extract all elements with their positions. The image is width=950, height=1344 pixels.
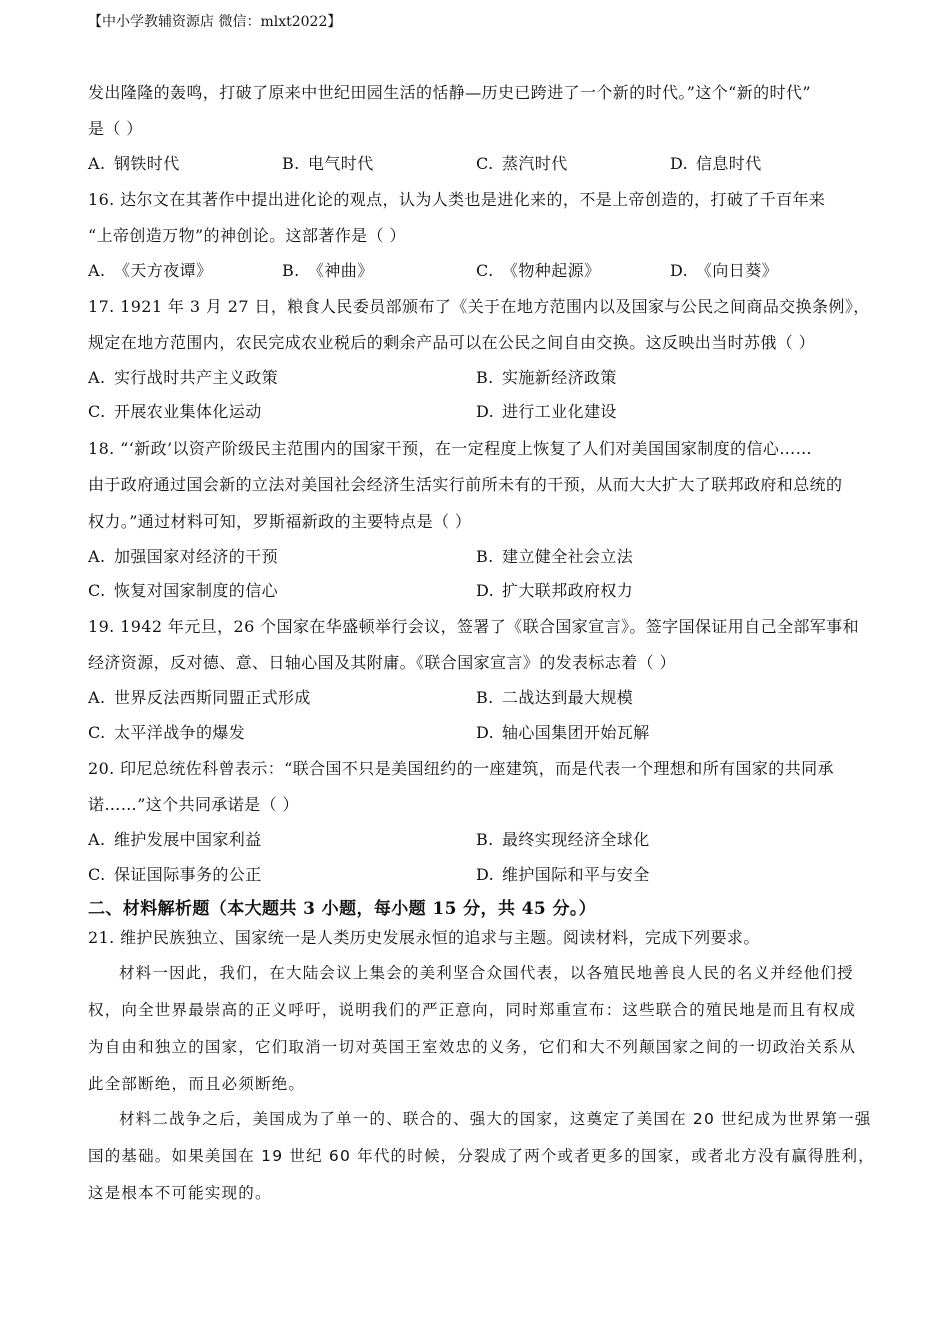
option-key: A. [88, 830, 106, 849]
option-key: B. [282, 261, 300, 280]
option-key: B. [476, 830, 494, 849]
q19-option-a [88, 687, 311, 709]
q20-stem-line-1: 20. 印尼总统佐科曾表示：“联合国不只是美国纽约的一座建筑，而是代表一个理想和所有国家的共同承 [88, 759, 834, 778]
q21-material2-line-1: 材料二战争之后，美国成为了单一的、联合的、强大的国家，这奠定了美国在 20 世纪成为世界第一强 [119, 1110, 872, 1128]
q15-option-d [670, 153, 762, 175]
q20-stem-line-2: 诺……”这个共同承诺是（ ） [88, 795, 299, 814]
q21-material1-line-1: 材料一因此，我们，在大陆会议上集会的美利坚合众国代表，以各殖民地善良人民的名义并经他们授 [119, 964, 854, 982]
q15-option-a [88, 153, 180, 175]
option-key: D. [670, 261, 689, 280]
option-text: 实行战时共产主义政策 [114, 368, 279, 387]
header-note: 【中小学教辅资源店 微信：mlxt2022】 [88, 14, 342, 30]
option-text: 二战达到最大规模 [502, 688, 634, 707]
option-key: C. [88, 402, 106, 421]
option-text: 开展农业集体化运动 [114, 402, 262, 421]
q20-option-a [88, 829, 262, 851]
q19-stem-line-1: 19. 1942 年元旦，26 个国家在华盛顿举行会议，签署了《联合国家宣言》。签字国保证用自己全部军事和 [88, 617, 859, 636]
option-key: D. [670, 154, 689, 173]
option-key: B. [476, 688, 494, 707]
q17-option-d [476, 401, 617, 423]
q16-option-a [88, 260, 212, 282]
option-key: B. [476, 368, 494, 387]
q18-option-a [88, 546, 278, 568]
option-text: 加强国家对经济的干预 [114, 547, 279, 566]
option-key: A. [88, 154, 106, 173]
option-key: A. [88, 688, 106, 707]
q15-option-c [476, 153, 568, 175]
option-text: 维护发展中国家利益 [114, 830, 262, 849]
option-key: D. [476, 723, 495, 742]
option-text: 钢铁时代 [114, 154, 180, 173]
option-text: 电气时代 [308, 154, 374, 173]
q20-option-c [88, 864, 262, 886]
option-text: 《向日葵》 [696, 261, 779, 280]
option-text: 轴心国集团开始瓦解 [502, 723, 650, 742]
option-text: 太平洋战争的爆发 [114, 723, 246, 742]
option-key: A. [88, 547, 106, 566]
q17-option-c [88, 401, 262, 423]
option-text: 蒸汽时代 [502, 154, 568, 173]
q16-option-c [476, 260, 600, 282]
q21-material2-line-2: 国的基础。如果美国在 19 世纪 60 年代的时候，分裂成了两个或者更多的国家，或者北方没有赢得胜利， [88, 1147, 875, 1165]
option-text: 保证国际事务的公正 [114, 865, 262, 884]
option-key: B. [282, 154, 300, 173]
q21-stem: 21. 维护民族独立、国家统一是人类历史发展永恒的追求与主题。阅读材料，完成下列要求。 [88, 928, 760, 947]
q18-option-c [88, 580, 278, 602]
option-text: 信息时代 [696, 154, 762, 173]
option-key: D. [476, 402, 495, 421]
q16-option-d [670, 260, 778, 282]
q18-stem-line-3: 权力。”通过材料可知，罗斯福新政的主要特点是（ ） [88, 512, 472, 531]
q21-material2-line-3: 这是根本不可能实现的。 [88, 1184, 272, 1202]
q21-material1-line-4: 此全部断绝，而且必须断绝。 [88, 1075, 306, 1093]
option-key: C. [88, 581, 106, 600]
option-text: 最终实现经济全球化 [502, 830, 650, 849]
q19-option-b [476, 687, 633, 709]
option-key: D. [476, 581, 495, 600]
option-text: 维护国际和平与安全 [502, 865, 650, 884]
option-text: 恢复对国家制度的信心 [114, 581, 279, 600]
q16-stem-line-2: “上帝创造万物”的神创论。这部著作是（ ） [88, 226, 406, 245]
q15-stem-line-2: 是（ ） [88, 119, 143, 138]
option-key: C. [476, 261, 494, 280]
q17-option-b [476, 367, 617, 389]
option-text: 建立健全社会立法 [502, 547, 634, 566]
option-text: 实施新经济政策 [502, 368, 617, 387]
q20-option-b [476, 829, 650, 851]
q19-stem-line-2: 经济资源，反对德、意、日轴心国及其附庸。《联合国家宣言》的发表标志着（ ） [88, 653, 676, 672]
q17-stem-line-1: 17. 1921 年 3 月 27 日，粮食人民委员部颁布了《关于在地方范围内以及国家与公民之间商品交换条例》， [88, 297, 870, 316]
q18-option-d [476, 580, 633, 602]
option-text: 《物种起源》 [502, 261, 601, 280]
option-text: 世界反法西斯同盟正式形成 [114, 688, 311, 707]
option-key: B. [476, 547, 494, 566]
q20-option-d [476, 864, 650, 886]
q15-stem-line-1: 发出隆隆的轰鸣，打破了原来中世纪田园生活的恬静—历史已跨进了一个新的时代。”这个“新的时代” [88, 83, 811, 102]
q18-option-b [476, 546, 633, 568]
q18-stem-line-1: 18. “‘新政’以资产阶级民主范围内的国家干预，在一定程度上恢复了人们对美国国家制度的信心…… [88, 439, 813, 458]
option-text: 《天方夜谭》 [114, 261, 213, 280]
option-text: 《神曲》 [308, 261, 374, 280]
q18-stem-line-2: 由于政府通过国会新的立法对美国社会经济生活实行前所未有的干预，从而大大扩大了联邦政府和总统的 [88, 475, 843, 494]
option-key: A. [88, 261, 106, 280]
option-text: 进行工业化建设 [502, 402, 617, 421]
option-key: C. [88, 865, 106, 884]
q21-material1-line-2: 权，向全世界最崇高的正义呼吁，说明我们的严正意向，同时郑重宣布：这些联合的殖民地是而且有权成 [88, 1001, 857, 1019]
option-key: D. [476, 865, 495, 884]
q17-stem-line-2: 规定在地方范围内，农民完成农业税后的剩余产品可以在公民之间自由交换。这反映出当时苏俄（ ） [88, 333, 816, 352]
option-key: A. [88, 368, 106, 387]
option-key: C. [88, 723, 106, 742]
option-key: C. [476, 154, 494, 173]
section-2-title: 二、材料解析题（本大题共 3 小题，每小题 15 分，共 45 分。） [88, 899, 597, 919]
option-text: 扩大联邦政府权力 [502, 581, 634, 600]
q16-stem-line-1: 16. 达尔文在其著作中提出进化论的观点，认为人类也是进化来的，不是上帝创造的，打破了千百年来 [88, 190, 826, 209]
q15-option-b [282, 153, 374, 175]
q19-option-c [88, 722, 245, 744]
q21-material1-line-3: 为自由和独立的国家，它们取消一切对英国王室效忠的义务，它们和大不列颠国家之间的一切政治关系从 [88, 1038, 857, 1056]
q16-option-b [282, 260, 374, 282]
q19-option-d [476, 722, 650, 744]
q17-option-a [88, 367, 278, 389]
